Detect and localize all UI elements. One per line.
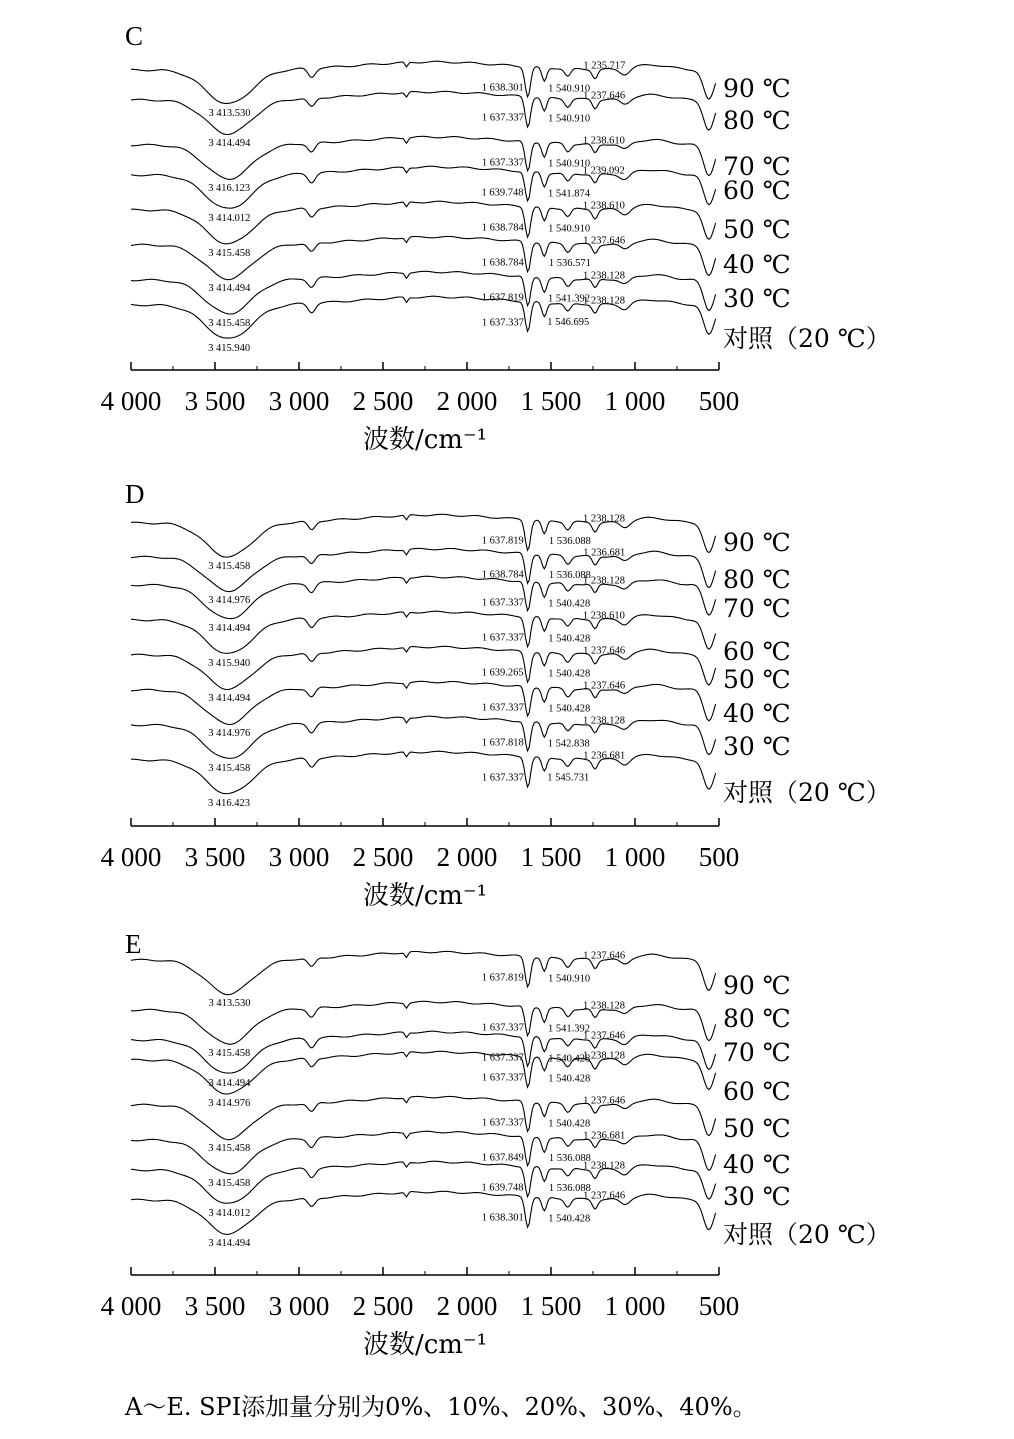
peak-label: 1 540.910 <box>548 973 591 985</box>
peak-label: 1 540.428 <box>548 1118 591 1130</box>
series-label: 90 ℃ <box>723 74 791 103</box>
peak-label: 1 536.088 <box>548 1183 591 1195</box>
x-tick-label: 4 000 <box>100 1291 162 1321</box>
peak-label: 1 541.874 <box>548 188 590 200</box>
peak-label: 3 415.458 <box>208 762 251 774</box>
x-tick-label: 4 000 <box>100 842 162 872</box>
peak-label: 1 637.337 <box>481 1052 524 1064</box>
peak-label: 3 413.530 <box>208 107 251 119</box>
peak-label: 3 414.494 <box>208 282 251 294</box>
peak-label: 1 540.910 <box>548 223 591 235</box>
peak-label: 1 639.748 <box>481 187 524 199</box>
series-label: 50 ℃ <box>723 215 791 244</box>
series-label: 80 ℃ <box>723 565 791 594</box>
peak-label: 1 237.646 <box>583 1095 626 1107</box>
peak-label: 3 414.494 <box>208 692 251 704</box>
x-tick-label: 500 <box>698 842 740 872</box>
x-tick-label: 3 500 <box>184 1291 246 1321</box>
peak-label: 1 637.337 <box>481 772 524 784</box>
series-label: 30 ℃ <box>723 284 791 313</box>
peak-label: 1 239.092 <box>582 165 625 177</box>
peak-label: 1 638.301 <box>481 1212 524 1224</box>
x-axis-label: 波数/cm⁻¹ <box>362 881 488 911</box>
peak-label: 3 416.423 <box>208 797 250 809</box>
peak-label: 1 237.646 <box>583 950 626 962</box>
peak-label: 1 541.392 <box>548 293 590 305</box>
peak-label: 1 237.646 <box>583 645 626 657</box>
x-tick-label: 1 000 <box>604 386 666 416</box>
series-label: 60 ℃ <box>723 176 791 205</box>
peak-label: 1 238.128 <box>583 270 625 282</box>
peak-label: 1 637.337 <box>481 317 524 329</box>
peak-label: 1 637.337 <box>481 112 524 124</box>
peak-label: 1 542.838 <box>547 738 590 750</box>
peak-label: 3 415.458 <box>208 1177 251 1189</box>
peak-label: 1 541.392 <box>548 1023 590 1035</box>
peak-label: 1 638.784 <box>481 569 524 581</box>
peak-label: 1 238.610 <box>582 200 625 212</box>
peak-label: 1 540.910 <box>548 113 591 125</box>
x-tick-label: 3 000 <box>268 1291 330 1321</box>
series-label: 70 ℃ <box>723 594 791 623</box>
peak-label: 1 238.128 <box>583 295 625 307</box>
x-axis-label: 波数/cm⁻¹ <box>362 425 488 455</box>
x-axis-label: 波数/cm⁻¹ <box>362 1330 488 1360</box>
series-label: 70 ℃ <box>723 1038 791 1067</box>
peak-label: 1 637.337 <box>481 1072 524 1084</box>
series-label: 60 ℃ <box>723 1077 791 1106</box>
peak-label: 1 237.646 <box>583 1030 626 1042</box>
peak-label: 3 414.494 <box>208 622 251 634</box>
peak-label: 1 238.610 <box>582 135 625 147</box>
x-tick-label: 2 500 <box>352 386 414 416</box>
peak-label: 1 637.337 <box>481 1117 524 1129</box>
peak-label: 1 238.128 <box>583 715 625 727</box>
peak-label: 1 540.428 <box>548 1073 591 1085</box>
panel-label: C <box>125 21 144 51</box>
x-tick-label: 500 <box>698 386 740 416</box>
series-label: 80 ℃ <box>723 1004 791 1033</box>
peak-label: 1 238.610 <box>582 610 625 622</box>
x-tick-label: 4 000 <box>100 386 162 416</box>
series-label: 30 ℃ <box>723 732 791 761</box>
peak-label: 1 540.428 <box>548 1053 591 1065</box>
peak-label: 1 637.337 <box>481 632 524 644</box>
peak-label: 1 237.646 <box>583 680 626 692</box>
peak-label: 3 415.458 <box>208 1142 251 1154</box>
series-label: 30 ℃ <box>723 1182 791 1211</box>
peak-label: 1 639.265 <box>481 667 524 679</box>
series-label: 50 ℃ <box>723 1114 791 1143</box>
peak-label: 3 414.012 <box>208 212 251 224</box>
peak-label: 1 238.128 <box>583 1160 625 1172</box>
peak-label: 1 238.128 <box>583 1000 625 1012</box>
peak-label: 3 413.530 <box>208 997 251 1009</box>
peak-label: 3 414.494 <box>208 1237 251 1249</box>
x-tick-label: 1 500 <box>520 386 582 416</box>
x-tick-label: 3 000 <box>268 386 330 416</box>
x-tick-label: 500 <box>698 1291 740 1321</box>
series-label: 90 ℃ <box>723 971 791 1000</box>
peak-label: 3 414.976 <box>208 594 251 606</box>
panel-label: E <box>125 929 142 959</box>
series-label: 对照（20 ℃） <box>723 778 891 807</box>
peak-label: 1 235.717 <box>583 60 626 72</box>
peak-label: 1 638.784 <box>481 222 524 234</box>
peak-label: 3 415.940 <box>208 342 251 354</box>
peak-label: 3 414.976 <box>208 1097 251 1109</box>
peak-label: 3 414.012 <box>208 1207 251 1219</box>
peak-label: 1 536.571 <box>548 258 591 270</box>
peak-label: 1 536.088 <box>548 570 591 582</box>
x-tick-label: 1 000 <box>604 842 666 872</box>
peak-label: 1 237.646 <box>583 1190 626 1202</box>
peak-label: 1 637.849 <box>481 1152 524 1164</box>
panel-label: D <box>125 479 145 509</box>
spectrum-line <box>131 951 716 994</box>
peak-label: 3 415.458 <box>208 247 251 259</box>
peak-label: 1 238.128 <box>583 575 625 587</box>
series-label: 60 ℃ <box>723 637 791 666</box>
x-tick-label: 2 000 <box>436 842 498 872</box>
series-label: 50 ℃ <box>723 665 791 694</box>
x-tick-label: 3 500 <box>184 386 246 416</box>
peak-label: 1 637.819 <box>481 535 524 547</box>
series-label: 40 ℃ <box>723 250 791 279</box>
series-label: 70 ℃ <box>723 152 791 181</box>
series-label: 对照（20 ℃） <box>723 324 891 353</box>
peak-label: 1 540.428 <box>548 633 591 645</box>
peak-label: 1 546.695 <box>547 317 590 329</box>
peak-label: 1 540.910 <box>548 83 591 95</box>
x-tick-label: 1 000 <box>604 1291 666 1321</box>
peak-label: 3 415.458 <box>208 560 251 572</box>
peak-label: 1 545.731 <box>547 772 590 784</box>
peak-label: 3 415.458 <box>208 317 251 329</box>
peak-label: 1 237.646 <box>583 235 626 247</box>
x-tick-label: 1 500 <box>520 1291 582 1321</box>
x-tick-label: 2 000 <box>436 1291 498 1321</box>
x-tick-label: 2 500 <box>352 842 414 872</box>
figure-caption: A～E. SPI添加量分别为0%、10%、20%、30%、40%。 <box>125 1393 757 1421</box>
peak-label: 1 540.910 <box>548 158 591 170</box>
peak-label: 1 540.428 <box>548 598 591 610</box>
peak-label: 1 540.428 <box>548 668 591 680</box>
peak-label: 1 236.681 <box>583 750 626 762</box>
peak-label: 1 536.088 <box>548 536 591 548</box>
peak-label: 1 236.681 <box>583 547 626 559</box>
peak-label: 1 236.681 <box>583 1130 626 1142</box>
x-tick-label: 3 500 <box>184 842 246 872</box>
series-label: 40 ℃ <box>723 1150 791 1179</box>
peak-label: 1 637.337 <box>481 702 524 714</box>
peak-label: 3 414.976 <box>208 727 251 739</box>
series-label: 40 ℃ <box>723 699 791 728</box>
x-tick-label: 2 500 <box>352 1291 414 1321</box>
peak-label: 1 637.818 <box>481 737 524 749</box>
peak-label: 3 416.123 <box>208 182 251 194</box>
series-label: 90 ℃ <box>723 528 791 557</box>
peak-label: 3 415.940 <box>208 657 251 669</box>
x-tick-label: 3 000 <box>268 842 330 872</box>
series-label: 对照（20 ℃） <box>723 1220 891 1249</box>
peak-label: 1 637.337 <box>481 597 524 609</box>
peak-label: 1 637.337 <box>481 1022 524 1034</box>
peak-label: 1 237.646 <box>583 90 626 102</box>
peak-label: 1 637.337 <box>481 157 524 169</box>
x-tick-label: 1 500 <box>520 842 582 872</box>
peak-label: 1 637.819 <box>481 292 524 304</box>
peak-label: 1 639.748 <box>481 1182 524 1194</box>
peak-label: 1 637.819 <box>481 972 524 984</box>
peak-label: 1 536.088 <box>548 1153 591 1165</box>
peak-label: 1 540.428 <box>548 703 591 715</box>
peak-label: 1 238.128 <box>583 513 625 525</box>
peak-label: 3 414.494 <box>208 137 251 149</box>
x-tick-label: 2 000 <box>436 386 498 416</box>
spectrum-line <box>131 514 716 557</box>
peak-label: 1 238.128 <box>583 1050 625 1062</box>
series-label: 80 ℃ <box>723 106 791 135</box>
peak-label: 3 414.494 <box>208 1077 251 1089</box>
peak-label: 1 540.428 <box>548 1213 591 1225</box>
spectrum-line <box>131 61 716 103</box>
peak-label: 1 638.784 <box>481 257 524 269</box>
peak-label: 1 638.301 <box>481 82 524 94</box>
peak-label: 3 415.458 <box>208 1047 251 1059</box>
